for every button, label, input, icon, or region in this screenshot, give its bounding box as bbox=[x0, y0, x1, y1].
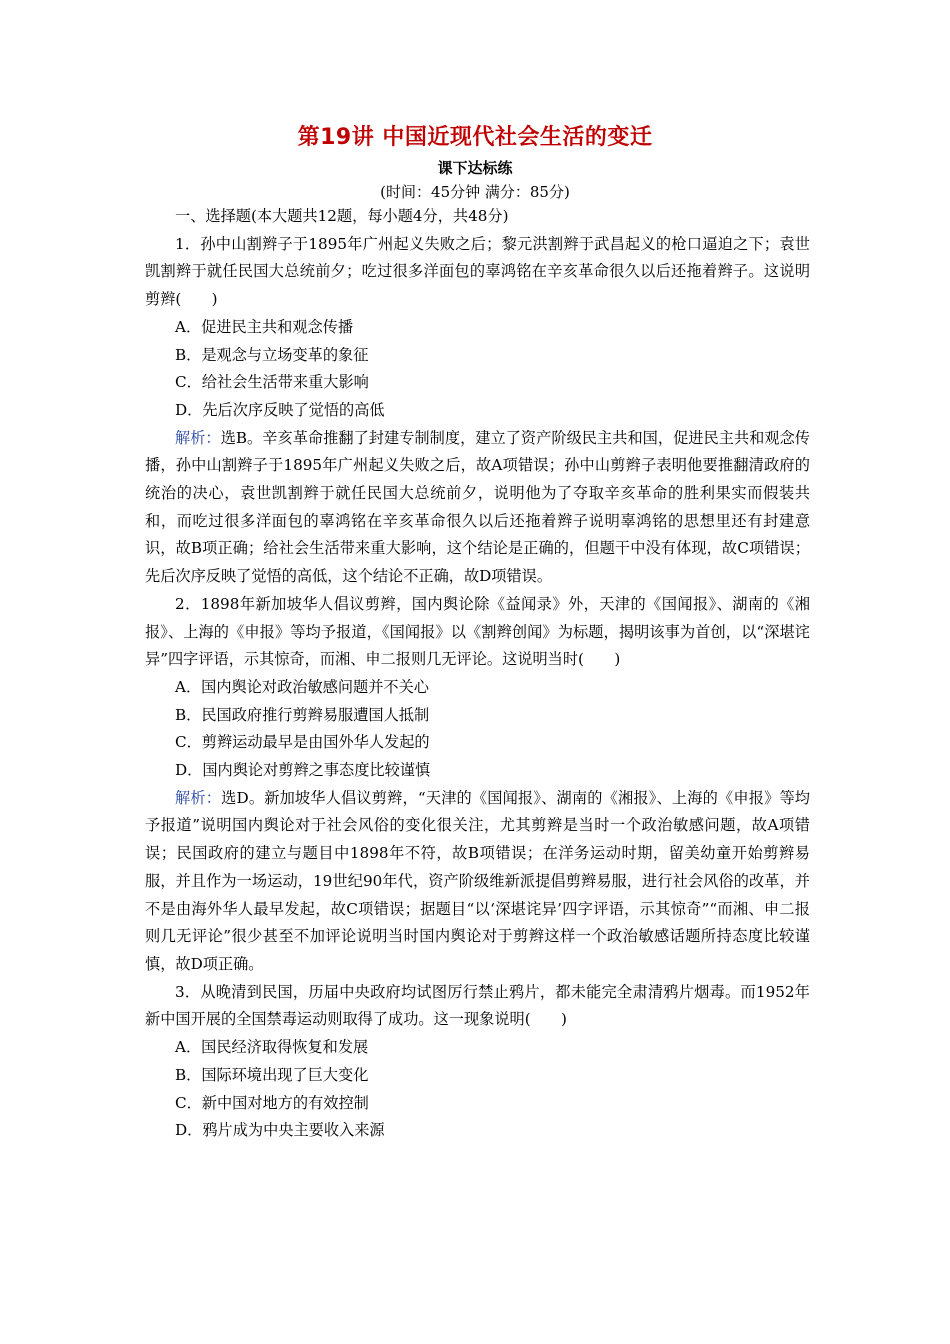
option-a: A．国民经济取得恢复和发展 bbox=[175, 1038, 369, 1057]
question-stem: 3．从晚清到民国，历届中央政府均试图厉行禁止鸦片，都未能完全肃清鸦片烟毒。而1952年新中国开展的全国禁毒运动则取得了成功。这一现象说明( ) bbox=[145, 982, 810, 1029]
option-c: C．给社会生活带来重大影响 bbox=[175, 373, 369, 392]
analysis-label: 解析： bbox=[175, 428, 221, 447]
option-b: B．是观念与立场变革的象征 bbox=[175, 345, 369, 364]
analysis-text: 选B。辛亥革命推翻了封建专制制度，建立了资产阶级民主共和国，促进民主共和观念传播，孙中山割辫子于1895年广州起义失败之后，故A项错误；孙中山剪辫子表明他要推翻清政府的统治的决心，袁世凯割辫于就任民国大总统前夕，说明他为了夺取辛亥革命的胜利果实而假装共和，而吃过很多洋面包的辜鸿铭在辛亥革命很久以后还拖着辫子说明辜鸿铭的思想里还有封建意识，故B项正确；给社会生活带来重大影响，这个结论是正确的，但题干中没有体现，故C项错误；先后次序反映了觉悟的高低，这个结论不正确，故D项错误。 bbox=[145, 428, 810, 586]
option-c: C．新中国对地方的有效控制 bbox=[175, 1093, 369, 1112]
option-c: C．剪辫运动最早是由国外华人发起的 bbox=[175, 733, 430, 752]
option-a: A．国内舆论对政治敏感问题并不关心 bbox=[175, 677, 429, 696]
option-b: B．国际环境出现了巨大变化 bbox=[175, 1065, 369, 1084]
option-a: A．促进民主共和观念传播 bbox=[175, 317, 354, 336]
option-d: D．先后次序反映了觉悟的高低 bbox=[175, 400, 385, 419]
answer-analysis bbox=[145, 425, 810, 591]
question-stem: 1．孙中山割辫子于1895年广州起义失败之后；黎元洪割辫于武昌起义的枪口逼迫之下；袁世凯割辫于就任民国大总统前夕；吃过很多洋面包的辜鸿铭在辛亥革命很久以后还拖着辫子。这说明剪辫( ) bbox=[145, 234, 810, 309]
section-heading: 一、选择题(本大题共12题，每小题4分，共48分) bbox=[175, 207, 509, 225]
lesson-subtitle: 课下达标练 bbox=[437, 159, 513, 177]
analysis-label: 解析： bbox=[175, 788, 222, 807]
option-d: D．鸦片成为中央主要收入来源 bbox=[175, 1121, 385, 1140]
question-stem: 2．1898年新加坡华人倡议剪辫，国内舆论除《益闻录》外，天津的《国闻报》、湖南的《湘报》、上海的《申报》等均予报道，《国闻报》以《割辫创闻》为标题，揭明该事为首创，以“深堪诧异”四字评语，示其惊奇，而湘、申二报则几无评论。这说明当时( ) bbox=[145, 594, 810, 669]
answer-analysis bbox=[145, 785, 810, 979]
time-and-score: (时间：45分钟 满分：85分) bbox=[380, 183, 570, 201]
analysis-text: 选D。新加坡华人倡议剪辫，“天津的《国闻报》、湖南的《湘报》、上海的《申报》等均予报道”说明国内舆论对于社会风俗的变化很关注，尤其剪辫是当时一个政治敏感问题，故A项错误；民国政府的建立与题目中1898年不符，故B项错误；在洋务运动时期，留美幼童开始剪辫易服，并且作为一场运动，19世纪90年代，资产阶级维新派提倡剪辫易服，进行社会风俗的改革，并不是由海外华人最早发起，故C项错误；据题目“以‘深堪诧异’四字评语，示其惊奇”“而湘、申二报则几无评论”很少甚至不加评论说明当时国内舆论对于剪辫这样一个政治敏感话题所持态度比较谨慎，故D项正确。 bbox=[145, 788, 810, 973]
lesson-title: 第19讲 中国近现代社会生活的变迁 bbox=[297, 125, 653, 150]
question-3 bbox=[145, 979, 810, 1145]
option-b: B．民国政府推行剪辫易服遭国人抵制 bbox=[175, 705, 430, 724]
question-2 bbox=[145, 591, 810, 979]
option-d: D．国内舆论对剪辫之事态度比较谨慎 bbox=[175, 761, 431, 780]
document-body bbox=[145, 203, 810, 1145]
question-1 bbox=[145, 231, 810, 591]
